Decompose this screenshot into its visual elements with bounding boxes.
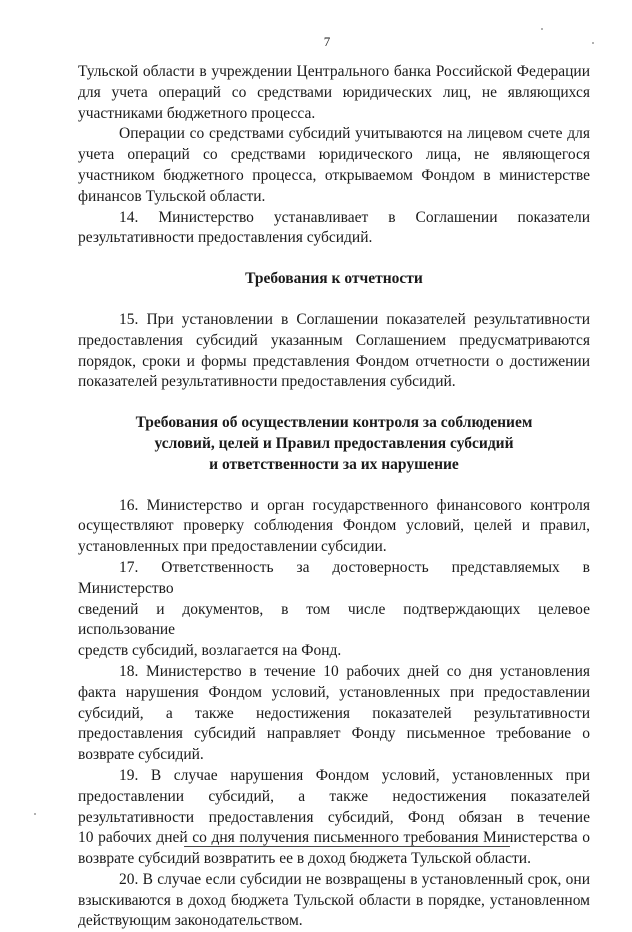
text-line: предоставлении субсидий, а также недостижения показателей [78,787,590,805]
text-line: учета операций со средствами юридического лица, не являющегося [78,146,590,164]
paragraph-17 [78,558,590,662]
text-line: порядок, сроки и формы представления Фондом отчетности о достижении [78,352,590,370]
text-line: субсидий, а также недостижения показателей результативности [78,704,590,722]
text-line: 17. Ответственность за достоверность представляемых в Министерство [78,558,590,597]
paragraph-20 [78,870,590,932]
text-line: осуществляют проверку соблюдения Фондом условий, целей и правил, [78,517,590,535]
text-line: участниками бюджетного процесса. [78,104,316,122]
text-line: действующим законодательством. [78,912,303,930]
text-line: установленных при предоставлении субсидии. [78,538,387,556]
scan-speck [592,42,594,44]
text-line: факта нарушения Фондом условий, установленных при предоставлении [78,683,590,701]
paragraph-operations [78,124,590,207]
paragraph-19 [78,766,590,870]
text-line: 10 рабочих дней со дня получения письменного требования Министерства о [78,829,590,847]
scan-speck [541,28,543,30]
scan-speck [34,813,36,815]
text-line: 16. Министерство и орган государственного финансового контроля [119,496,590,514]
heading-line: условий, целей и Правил предоставления субсидий [154,434,514,452]
text-line: 15. При установлении в Соглашении показателей результативности [119,310,590,328]
text-line: 14. Министерство устанавливает в Соглашении показатели [119,208,590,226]
document-body [78,62,590,932]
text-line: показателей результативности предоставления субсидий. [78,373,456,391]
text-line: финансов Тульской области. [78,187,266,205]
text-line: возврате субсидий возвратить ее в доход бюджета Тульской области. [78,850,531,868]
text-line: результативности предоставления субсидий. [78,229,373,247]
heading-line: и ответственности за их нарушение [209,455,459,473]
paragraph-14 [78,208,590,250]
text-line: сведений и документов, в том числе подтверждающих целевое использование [78,600,590,639]
page-number: 7 [323,34,331,49]
text-line: предоставления субсидий направляет Фонду письменное требование о [78,725,590,743]
section-heading-control [78,413,590,475]
paragraph-15 [78,310,590,393]
end-of-document-rule [184,846,510,847]
text-line: 19. В случае нарушения Фондом условий, установленных при [119,766,590,784]
text-line: 20. В случае если субсидии не возвращены в установленный срок, они [119,870,590,888]
text-line: для учета операций со средствами юридических лиц, не являющихся [78,83,590,101]
text-line: взыскиваются в доход бюджета Тульской области в порядке, установленном [78,891,590,909]
section-heading-reporting: Требования к отчетности [245,270,423,288]
text-line: 18. Министерство в течение 10 рабочих дней со дня установления [119,662,590,680]
text-line: возврате субсидий. [78,746,204,764]
paragraph-18 [78,662,590,766]
text-line: участником бюджетного процесса, открываемом Фондом в министерстве [78,166,590,184]
paragraph-16 [78,496,590,558]
heading-line: Требования об осуществлении контроля за соблюдением [135,414,533,432]
text-line: результативности предоставления субсидий, Фонд обязан в течение [78,808,590,826]
text-line: Тульской области в учреждении Центрального банка Российской Федерации [78,63,590,80]
text-line: предоставления субсидий указанным Соглашением предусматриваются [78,331,590,349]
paragraph-continuation [78,62,590,124]
text-line: Операции со средствами субсидий учитываются на лицевом счете для [119,125,590,143]
text-line: средств субсидий, возлагается на Фонд. [78,642,342,660]
